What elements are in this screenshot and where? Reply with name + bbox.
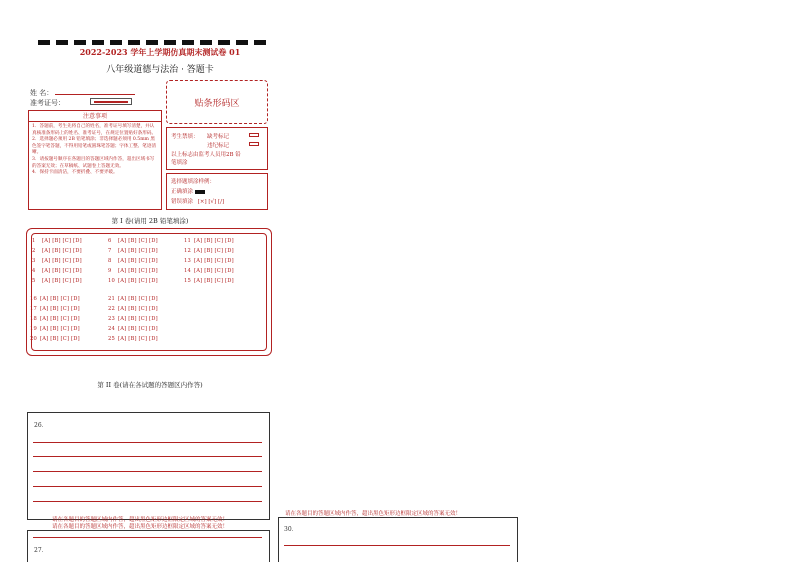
answer-options[interactable]: [A] [B] [C] [D] [42,248,82,254]
answer-options[interactable]: [A] [B] [C] [D] [194,278,234,284]
exam-id-field[interactable] [30,98,65,108]
warning-text-26: 请在各题目的答题区域内作答，超出黑色矩形边框限定区域的答案无效！ [52,517,229,523]
question-number: 7 [108,248,112,254]
mc-question-row[interactable] [184,238,234,244]
question-number: 12 [184,248,192,254]
answer-options[interactable]: [A] [B] [C] [D] [40,326,80,332]
answer-options[interactable]: [A] [B] [C] [D] [118,258,158,264]
question-number: 5 [32,278,36,284]
section-2-title: 第 II 卷(请在各试题的答题区内作答) [97,381,203,389]
answer-options[interactable]: [A] [B] [C] [D] [42,238,82,244]
notice-box [28,110,162,210]
mc-question-row[interactable] [108,268,158,274]
mc-question-row[interactable] [184,248,234,254]
mc-question-row[interactable] [32,248,82,254]
answer-options[interactable]: [A] [B] [C] [D] [40,296,80,302]
answer-options[interactable]: [A] [B] [C] [D] [40,306,80,312]
answer-line [284,545,510,546]
question-number: 25 [108,336,116,342]
mc-question-row[interactable] [108,316,158,322]
question-number: 19 [30,326,38,332]
answer-options[interactable]: [A] [B] [C] [D] [118,316,158,322]
mc-question-row[interactable] [30,336,80,342]
mc-question-row[interactable] [30,306,80,312]
question-number: 10 [108,278,116,284]
answer-line [33,501,262,502]
question-number: 11 [184,238,192,244]
q30-label: 30． [284,526,298,533]
barcode-area: 贴条形码区 [166,80,268,124]
question-number: 14 [184,268,192,274]
exam-id-marker [94,101,128,103]
question-number: 9 [108,268,112,274]
mc-question-row[interactable] [108,258,158,264]
question-number: 2 [32,248,36,254]
answer-options[interactable]: [A] [B] [C] [D] [42,268,82,274]
section-1-title: 第 I 卷(请用 2B 铅笔填涂) [111,217,189,225]
notice-item: 1．答题前，考生先将自己的姓名，准考证号填写清楚，并认真核准条形码上的姓名、准考证号，在规定位置贴好条形码。 [32,124,157,136]
wrong-fill-label: 错误填涂 [171,199,194,205]
mc-question-row[interactable] [184,278,234,284]
question-number: 6 [108,238,112,244]
answer-options[interactable]: [A] [B] [C] [D] [118,278,158,284]
mc-question-row[interactable] [108,278,158,284]
fill-example-heading: 选择题填涂样例： [171,179,216,185]
answer-box-30[interactable] [278,517,518,562]
name-label: 姓 名： [30,89,54,97]
notice-item: 2．选择题必须用 2B 铅笔填涂；非选择题必须用 0.5mm 黑色签字笔答题，不得用铅笔或圆珠笔答题；字体工整、笔迹清晰。 [32,137,157,156]
mc-question-row[interactable] [32,278,82,284]
absent-mark-label: 缺考标记 [207,134,230,140]
answer-box-27[interactable] [27,530,270,562]
answer-options[interactable]: [A] [B] [C] [D] [118,306,158,312]
correct-fill-sample [195,190,205,194]
answer-box-26[interactable] [27,412,270,520]
violation-mark-checkbox[interactable] [249,142,259,146]
answer-options[interactable]: [A] [B] [C] [D] [42,258,82,264]
answer-options[interactable]: [A] [B] [C] [D] [118,336,158,342]
marks-label: 考生禁填： [171,134,199,140]
answer-options[interactable]: [A] [B] [C] [D] [118,238,158,244]
top-dash-bar [38,40,266,45]
answer-line [33,537,262,538]
q27-label: 27． [34,547,48,554]
wrong-fill-samples: [×] [√] [/] [197,199,225,205]
answer-options[interactable]: [A] [B] [C] [D] [194,258,234,264]
name-underline [55,94,135,95]
question-number: 3 [32,258,36,264]
question-number: 16 [30,296,38,302]
answer-options[interactable]: [A] [B] [C] [D] [118,248,158,254]
question-number: 22 [108,306,116,312]
question-number: 18 [30,316,38,322]
marks-note: 以上标志由监考人员用2B 铅笔填涂 [171,152,241,166]
answer-options[interactable]: [A] [B] [C] [D] [194,238,234,244]
mc-question-row[interactable] [30,316,80,322]
answer-options[interactable]: [A] [B] [C] [D] [118,296,158,302]
mc-question-row[interactable] [184,258,234,264]
mc-question-row[interactable] [32,268,82,274]
answer-options[interactable]: [A] [B] [C] [D] [194,268,234,274]
answer-line [33,471,262,472]
warning-text-30: 请在各题目的答题区域内作答，超出黑色矩形边框限定区域的答案无效！ [285,511,462,517]
answer-options[interactable]: [A] [B] [C] [D] [40,336,80,342]
answer-card-subtitle: 八年级道德与法治 · 答题卡 [106,65,214,75]
answer-line [33,456,262,457]
question-number: 20 [30,336,38,342]
mc-question-row[interactable] [108,336,158,342]
notice-heading: 注意事项 [29,111,161,122]
notice-item: 4．保持卡面清洁，不要折叠、不要弄破。 [32,170,118,176]
mc-question-row[interactable] [30,296,80,302]
answer-options[interactable]: [A] [B] [C] [D] [42,278,82,284]
mc-question-row[interactable] [108,238,158,244]
answer-line [33,486,262,487]
question-number: 13 [184,258,192,264]
exam-marks-box [166,127,268,170]
question-number: 23 [108,316,116,322]
mc-question-row[interactable] [30,326,80,332]
q26-label: 26． [34,422,48,429]
mc-question-row[interactable] [108,296,158,302]
answer-options[interactable]: [A] [B] [C] [D] [194,248,234,254]
violation-mark-label: 违纪标记 [207,143,230,149]
fill-example-box [166,173,268,210]
question-number: 8 [108,258,112,264]
warning-text-27: 请在各题目的答题区域内作答，超出黑色矩形边框限定区域的答案无效！ [52,524,229,530]
mc-question-row[interactable] [32,238,82,244]
answer-line [33,442,262,443]
mc-question-row[interactable] [32,258,82,264]
exam-id-box[interactable] [90,98,132,105]
question-number: 24 [108,326,116,332]
absent-mark-checkbox[interactable] [249,133,259,137]
answer-options[interactable]: [A] [B] [C] [D] [118,326,158,332]
answer-options[interactable]: [A] [B] [C] [D] [118,268,158,274]
notice-item: 3．请按题号顺序在各题目的答题区域内作答，超出区域书写的答案无效；在草稿纸、试题卷上答题无效。 [32,156,155,169]
question-number: 21 [108,296,116,302]
name-field[interactable] [30,88,135,98]
exam-title: 2022-2023 学年上学期仿真期末测试卷 01 [79,47,241,57]
question-number: 1 [32,238,36,244]
answer-options[interactable]: [A] [B] [C] [D] [40,316,80,322]
question-number: 15 [184,278,192,284]
exam-id-label: 准考证号： [30,99,65,107]
mc-question-row[interactable] [184,268,234,274]
mc-question-row[interactable] [108,248,158,254]
question-number: 4 [32,268,36,274]
question-number: 17 [30,306,38,312]
mc-question-row[interactable] [108,326,158,332]
correct-fill-label: 正确填涂 [171,189,194,195]
mc-question-row[interactable] [108,306,158,312]
